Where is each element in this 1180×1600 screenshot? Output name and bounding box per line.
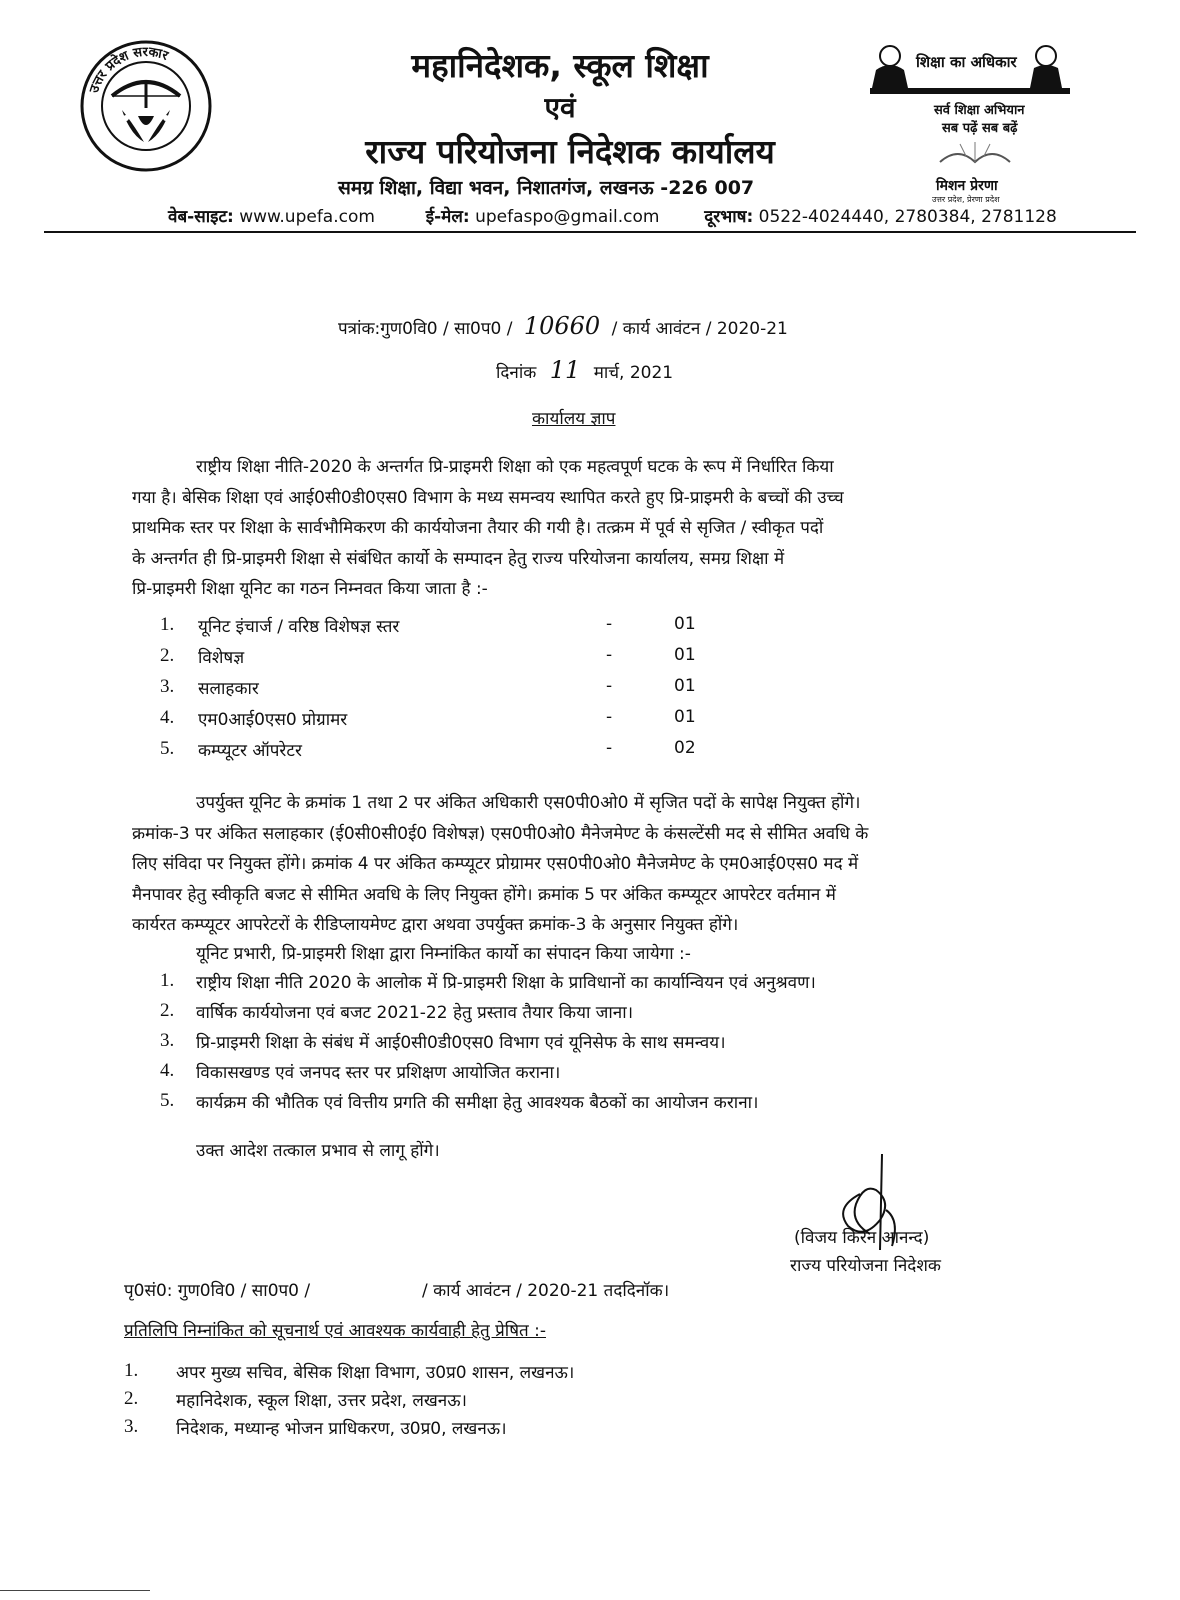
header-title-line2: एवं [544, 91, 576, 124]
signatory-name: (विजय किरन आनन्द) [794, 1228, 930, 1248]
rte-text: शिक्षा का अधिकार [916, 53, 1017, 71]
list-item: 2. महानिदेशक, स्कूल शिक्षा, उत्तर प्रदेश, लखनऊ। [124, 1388, 467, 1411]
book-icon [930, 138, 1020, 174]
date-suffix: मार्च, 2021 [593, 363, 674, 383]
duties-intro: यूनिट प्रभारी, प्रि-प्राइमरी शिक्षा द्वारा निम्नांकित कार्यो का संपादन किया जायेगा :- [196, 944, 691, 964]
list-item: 5. कम्प्यूटर ऑपरेटर - 02 [160, 738, 696, 761]
unit-list [160, 614, 720, 769]
mission-prerna-subtext: उत्तर प्रदेश, प्रेरणा प्रदेश [932, 195, 1000, 204]
date-day: 11 [549, 356, 581, 384]
header-address: समग्र शिक्षा, विद्या भवन, निशातगंज, लखनऊ -226 007 [338, 177, 755, 199]
reference-number: 10660 [523, 312, 601, 340]
ssa-slogan: सब पढ़ें सब बढ़ें [942, 121, 1018, 136]
list-item: 1. राष्ट्रीय शिक्षा नीति 2020 के आलोक में प्रि-प्राइमरी शिक्षा के प्राविधानों का कार्यान्वियन एवं अनुश्रवण। [160, 970, 816, 993]
website-label: वेब-साइट: [168, 207, 234, 227]
list-item: 1. यूनिट इंचार्ज / वरिष्ठ विशेषज्ञ स्तर - 01 [160, 614, 696, 637]
date-prefix: दिनांक [496, 363, 537, 383]
list-item: 5. कार्यक्रम की भौतिक एवं वित्तीय प्रगति की समीक्षा हेतु आवश्यक बैठकों का आयोजन कराना। [160, 1090, 759, 1113]
header-title-line3: राज्य परियोजना निदेशक कार्यालय [365, 132, 775, 171]
paragraph-1-line: के अन्तर्गत ही प्रि-प्राइमरी शिक्षा से संबंधित कार्यो के सम्पादन हेतु राज्य परियोजना कार्यालय, समग्र शिक्षा में [132, 548, 785, 569]
closing-line: उक्त आदेश तत्काल प्रभाव से लागू होंगे। [196, 1141, 440, 1161]
scan-edge-mark [0, 1590, 150, 1591]
header-title-line1: महानिदेशक, स्कूल शिक्षा [411, 46, 709, 85]
reference-line [338, 312, 788, 340]
email-label: ई-मेल: [425, 207, 470, 227]
list-item: 3. सलाहकार - 01 [160, 676, 696, 699]
paragraph-1-line: गया है। बेसिक शिक्षा एवं आई0सी0डी0एस0 विभाग के मध्य समन्वय स्थापित करते हुए प्रि-प्राइमरी के बच्चों की उच्च [132, 487, 844, 508]
list-item: 3. निदेशक, मध्यान्ह भोजन प्राधिकरण, उ0प्र0, लखनऊ। [124, 1416, 507, 1439]
subject-heading: कार्यालय ज्ञाप [532, 409, 616, 429]
paragraph-2-line: मैनपावर हेतु स्वीकृति बजट से सीमित अवधि के लिए नियुक्त होंगे। क्रमांक 5 पर अंकित कम्प्यूटर आपरेटर वर्तमान में [132, 884, 836, 905]
website-link[interactable]: www.upefa.com [239, 207, 375, 227]
email-link[interactable]: upefaspo@gmail.com [475, 207, 660, 227]
copy-heading: प्रतिलिपि निम्नांकित को सूचनार्थ एवं आवश्यक कार्यवाही हेतु प्रेषित :- [124, 1321, 546, 1341]
copy-list [124, 1360, 824, 1444]
phone-number: 0522-4024440, 2780384, 2781128 [758, 207, 1057, 227]
mission-prerna-text: मिशन प्रेरणा [936, 178, 998, 194]
paragraph-2-line: कार्यरत कम्प्यूटर आपरेटरों के रीडिप्लायमेण्ट द्वारा अथवा उपर्युक्त क्रमांक-3 के अनुसार नियुक्त होंगे। [132, 915, 739, 935]
header-divider [44, 231, 1136, 233]
signatory-title: राज्य परियोजना निदेशक [790, 1256, 941, 1276]
date-line [496, 356, 673, 384]
list-item: 4. एम0आई0एस0 प्रोग्रामर - 01 [160, 707, 696, 730]
phone-label: दूरभाष: [704, 207, 754, 227]
list-item: 4. विकासखण्ड एवं जनपद स्तर पर प्रशिक्षण आयोजित कराना। [160, 1060, 561, 1083]
duties-list [160, 970, 1040, 1120]
paragraph-2-line: क्रमांक-3 पर अंकित सलाहकार (ई0सी0सी0ई0 विशेषज्ञ) एस0पी0ओ0 मैनेजमेण्ट के कंसल्टेंसी मद से सीमित अवधि के [132, 823, 869, 844]
emblem-text: उत्तर प्रदेश सरकार [87, 44, 170, 95]
paragraph-2-line: लिए संविदा पर नियुक्त होंगे। क्रमांक 4 पर अंकित कम्प्यूटर प्रोग्रामर एस0पी0ओ0 मैनेजमेण्ट के एम0आई0एस0 मद में [132, 854, 859, 874]
list-item: 2. वार्षिक कार्ययोजना एवं बजट 2021-22 हेतु प्रस्ताव तैयार किया जाना। [160, 1000, 634, 1023]
svg-text:उत्तर प्रदेश सरकार [87, 45, 171, 96]
paragraph-2-line: उपर्युक्त यूनिट के क्रमांक 1 तथा 2 पर अंकित अधिकारी एस0पी0ओ0 में सृजित पदों के सापेक्ष नियुक्त होंगे। [196, 793, 861, 813]
paragraph-2 [132, 788, 1034, 941]
paragraph-1 [132, 452, 1034, 605]
endorsement-ref-right: / कार्य आवंटन / 2020-21 तददिनॉक। [422, 1281, 670, 1301]
list-item: 1. अपर मुख्य सचिव, बेसिक शिक्षा विभाग, उ0प्र0 शासन, लखनऊ। [124, 1360, 575, 1383]
endorsement-ref-left: पृ0सं0: गुण0वि0 / सा0प0 / [124, 1281, 311, 1301]
list-item: 2. विशेषज्ञ - 01 [160, 645, 696, 668]
list-item: 3. प्रि-प्राइमरी शिक्षा के संबंध में आई0सी0डी0एस0 विभाग एवं यूनिसेफ के साथ समन्वय। [160, 1030, 726, 1053]
emblem-seal-icon [78, 38, 214, 174]
paragraph-1-line: प्रि-प्राइमरी शिक्षा यूनिट का गठन निम्नवत किया जाता है :- [132, 579, 488, 599]
reference-suffix: / कार्य आवंटन / 2020-21 [611, 319, 788, 339]
paragraph-1-line: प्राथमिक स्तर पर शिक्षा के सार्वभौमिकरण की कार्ययोजना तैयार की गयी है। तत्क्रम में पूर्व से सृजित / स्वीकृत पदों [132, 518, 824, 538]
paragraph-1-line: राष्ट्रीय शिक्षा नीति-2020 के अन्तर्गत प्रि-प्राइमरी शिक्षा को एक महत्वपूर्ण घटक के रूप में निर्धारित किया [196, 457, 834, 477]
reference-prefix: पत्रांक:गुण0वि0 / सा0प0 / [338, 319, 513, 339]
ssa-logo [860, 38, 1080, 208]
up-government-emblem [78, 38, 214, 174]
ssa-text: सर्व शिक्षा अभियान [934, 103, 1025, 118]
